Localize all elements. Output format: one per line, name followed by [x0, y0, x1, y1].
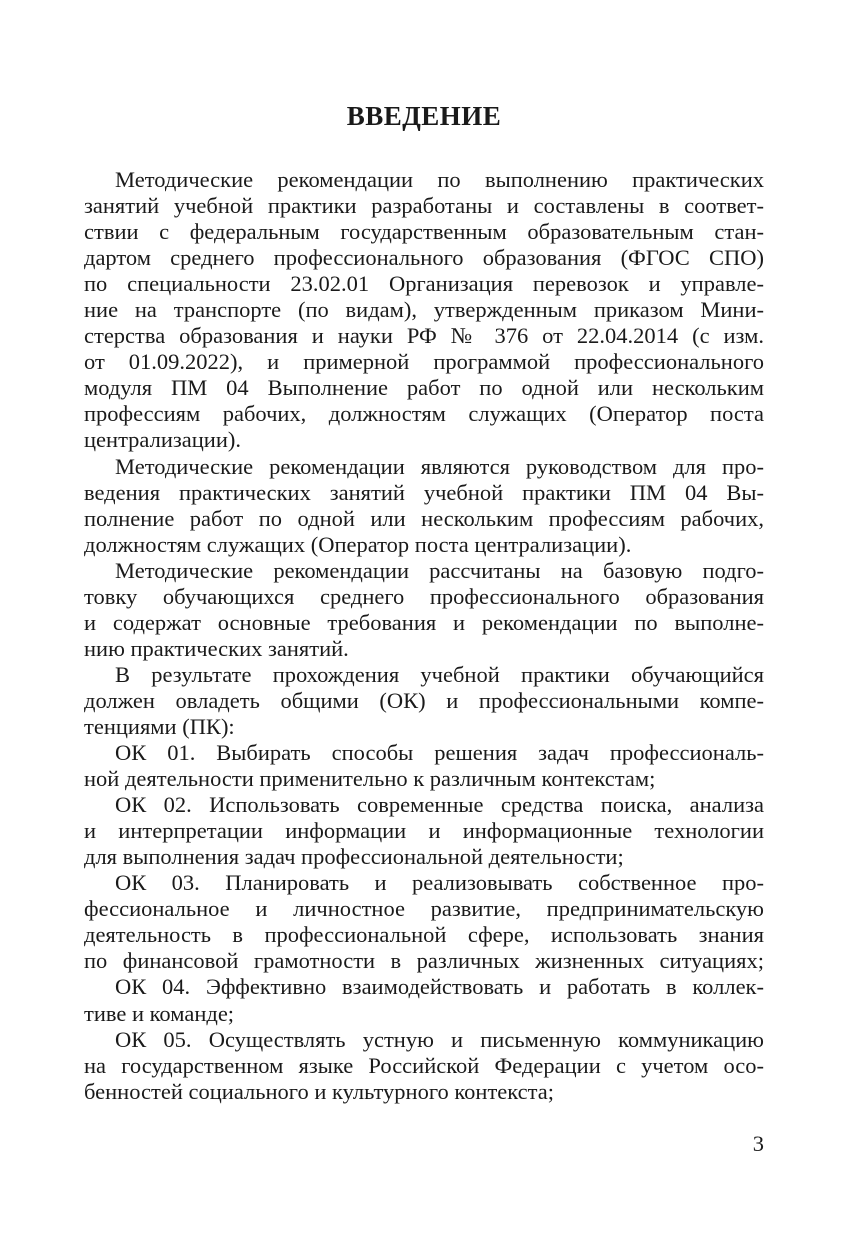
text-line: по финансовой грамотности в различных жизненных ситуациях;	[84, 948, 764, 974]
text-line: ние на транспорте (по видам), утвержденным приказом Мини-	[84, 297, 764, 323]
text-line: должностям служащих (Оператор поста централизации).	[84, 531, 632, 557]
text-line: стерства образования и науки РФ № 376 от 22.04.2014 (с изм.	[84, 323, 764, 349]
text-line: ОК 01. Выбирать способы решения задач профессиональ-	[115, 740, 764, 766]
page-number: 3	[752, 1131, 764, 1156]
text-line: Методические рекомендации по выполнению практических	[115, 167, 764, 192]
document-page	[84, 0, 764, 1241]
text-line: для выполнения задач профессиональной деятельности;	[84, 844, 624, 870]
page-title: ВВЕДЕНИЕ	[346, 101, 502, 131]
text-line: дартом среднего профессионального образования (ФГОС СПО)	[84, 245, 764, 271]
text-line: ствии с федеральным государственным образовательным стан-	[84, 219, 764, 245]
text-line: бенностей социального и культурного контекста;	[84, 1078, 554, 1104]
text-line: ОК 05. Осуществлять устную и письменную коммуникацию	[115, 1026, 764, 1052]
text-line: ОК 04. Эффективно взаимодействовать и работать в коллек-	[115, 974, 764, 1000]
text-line: на государственном языке Российской Федерации с учетом осо-	[84, 1052, 764, 1078]
text-line: тенциями (ПК):	[84, 713, 235, 739]
text-line: профессиям рабочих, должностям служащих (Оператор поста	[84, 401, 764, 427]
text-line: ОК 02. Использовать современные средства поиска, анализа	[115, 792, 764, 818]
text-line: ведения практических занятий учебной практики ПМ 04 Вы-	[84, 479, 764, 505]
text-line: и интерпретации информации и информационные технологии	[84, 818, 764, 844]
text-line: полнение работ по одной или нескольким профессиям рабочих,	[84, 505, 764, 531]
text-line: фессиональное и личностное развитие, предпринимательскую	[84, 896, 764, 922]
body-text	[84, 167, 764, 1105]
text-line: товку обучающихся среднего профессионального образования	[84, 583, 764, 609]
text-line: тиве и команде;	[84, 1000, 235, 1026]
text-line: централизации).	[84, 427, 241, 453]
text-line: Методические рекомендации рассчитаны на базовую подго-	[115, 557, 764, 583]
text-line: В результате прохождения учебной практики обучающийся	[115, 661, 764, 687]
text-line: и содержат основные требования и рекомендации по выполне-	[84, 609, 764, 635]
text-line: от 01.09.2022), и примерной программой профессионального	[84, 349, 764, 375]
text-line: модуля ПМ 04 Выполнение работ по одной или нескольким	[84, 375, 764, 401]
text-line: по специальности 23.02.01 Организация перевозок и управле-	[84, 271, 764, 297]
text-line: ОК 03. Планировать и реализовывать собственное про-	[115, 870, 764, 896]
text-line: Методические рекомендации являются руководством для про-	[115, 453, 764, 479]
text-line: нию практических занятий.	[84, 635, 349, 661]
text-line: должен овладеть общими (ОК) и профессиональными компе-	[84, 687, 764, 713]
text-line: деятельность в профессиональной сфере, использовать знания	[84, 922, 764, 948]
text-line: ной деятельности применительно к различным контекстам;	[84, 766, 656, 792]
text-line: занятий учебной практики разработаны и составлены в соответ-	[84, 193, 764, 219]
